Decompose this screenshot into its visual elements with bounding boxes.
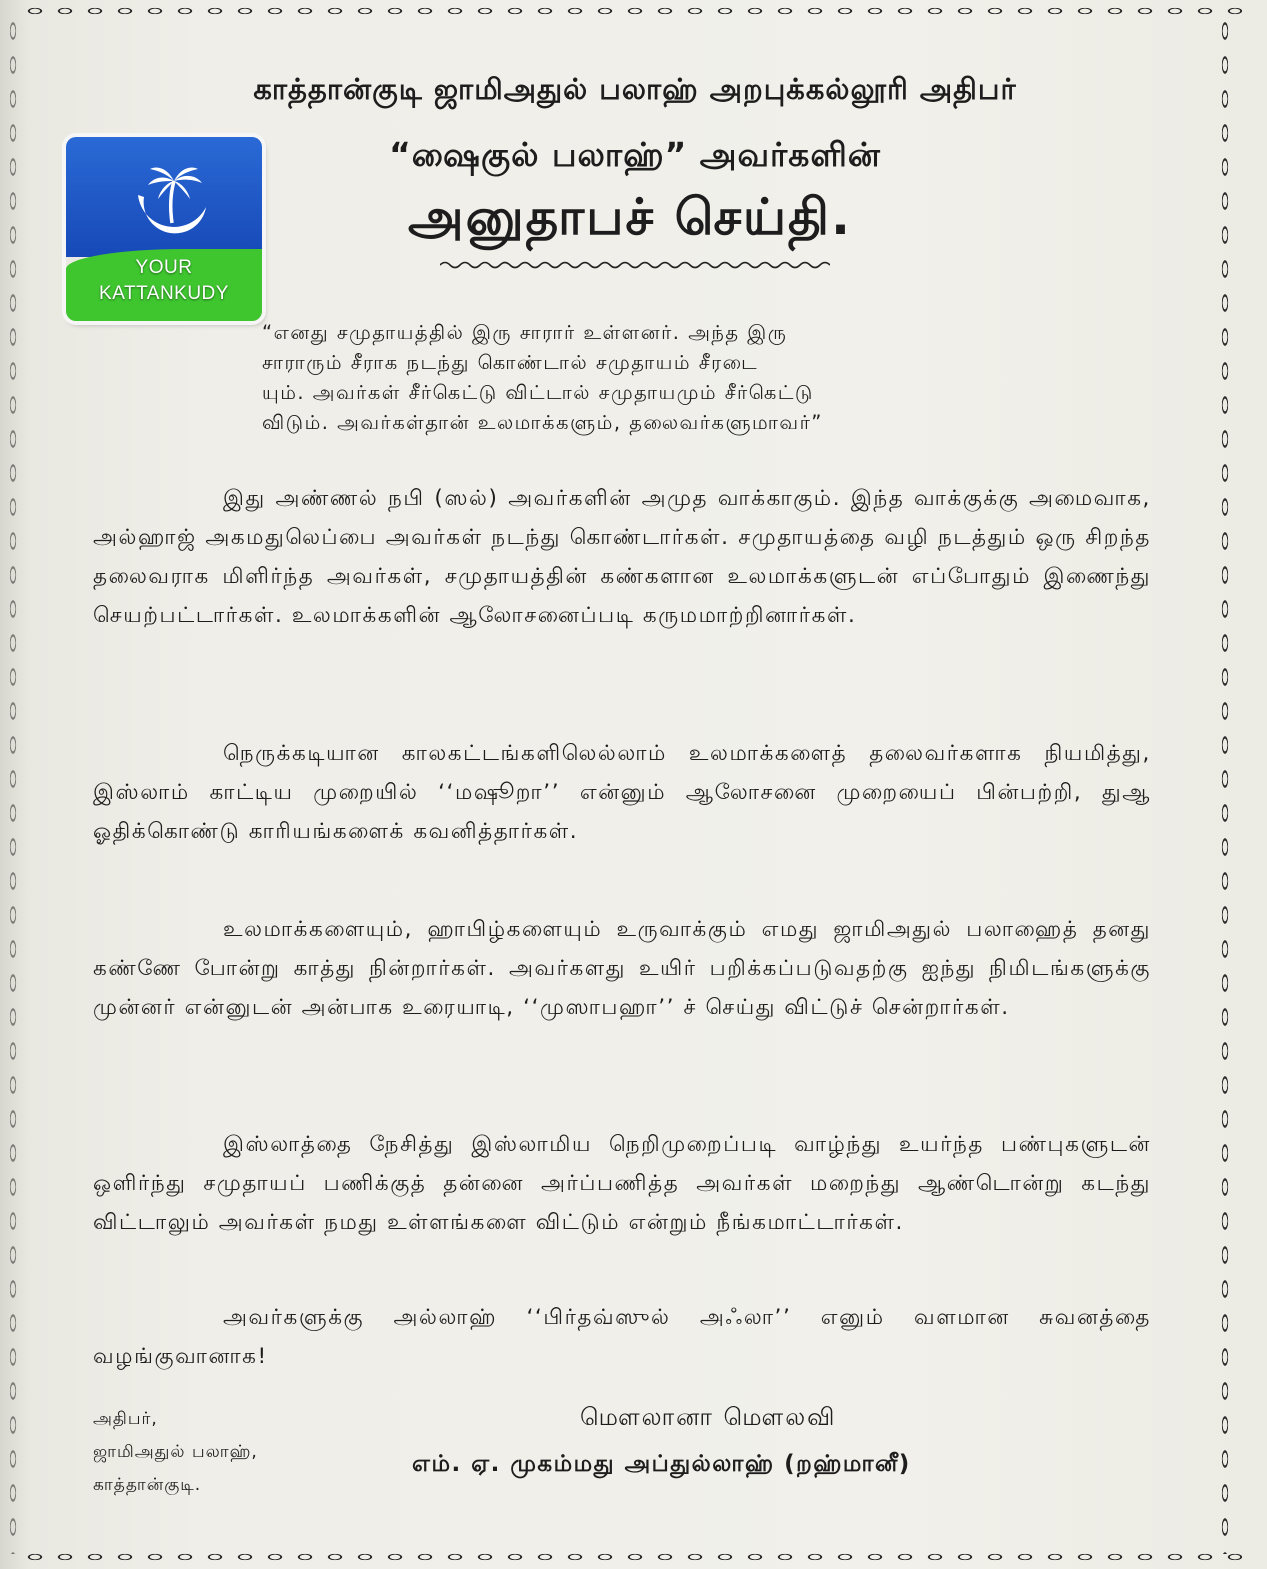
logo-text-line2: KATTANKUDY [99,283,229,304]
quote-line: சாராரும் சீராக நடந்து கொண்டால் சமுதாயம் சீரடை [262,351,759,374]
affiliation-line: அதிபர், [93,1409,158,1429]
signatory-title: மௌலானா மௌலவி [580,1403,837,1431]
body-paragraph-4: இஸ்லாத்தை நேசித்து இஸ்லாமிய நெறிமுறைப்படி வாழ்ந்து உயர்ந்த பண்புகளுடன் ஒளிர்ந்து சமுதாயப் பணிக்குத் தன்னை அர்ப்பணித்த அவர்கள் மறைந்து ஆண்டொன்று கடந்து விட்டாலும் அவர்கள் நமது உள்ளங்களை விட்டும் என்றும் நீங்கமாட்டார்கள். [93,1132,1151,1235]
heading-line2: “ஷைகுல் பலாஹ்” அவர்களின் [389,135,881,174]
body-paragraph-3: உலமாக்களையும், ஹாபிழ்களையும் உருவாக்கும் எமது ஜாமிஅதுல் பலாஹைத் தனது கண்ணே போன்று காத்து நின்றார்கள். அவர்களது உயிர் பறிக்கப்படுவதற்கு ஐந்து நிமிடங்களுக்கு முன்னர் என்னுடன் அன்பாக உரையாடி, ‘‘முஸாபஹா’’ ச் செய்து விட்டுச் சென்றார்கள். [93,917,1151,1020]
body-paragraph-1: இது அண்ணல் நபி (ஸல்) அவர்களின் அமுத வாக்காகும். இந்த வாக்குக்கு அமைவாக, அல்ஹாஜ் அகமதுலெப்பை அவர்கள் நடந்து கொண்டார்கள். சமுதாயத்தை வழி நடத்தும் ஒரு சிறந்த தலைவராக மிளிர்ந்த அவர்கள், சமுதாயத்தின் கண்களான உலமாக்களுடன் எப்போதும் இணைந்து செயற்பட்டார்கள். உலமாக்களின் ஆலோசனைப்படி கருமமாற்றினார்கள். [93,486,1151,628]
quote-line: விடும். அவர்கள்தான் உலமாக்களும், தலைவர்களுமாவர்” [262,411,823,434]
ornamental-border-bottom [20,1550,1242,1564]
ornamental-border-right [1218,14,1232,1554]
affiliation-line: ஜாமிஅதுல் பலாஹ், [93,1442,258,1462]
title-underline-ornament [440,258,830,272]
hadith-quote [262,318,1022,438]
ornamental-border-top [20,4,1242,18]
body-paragraph-5: அவர்களுக்கு அல்லாஹ் ‘‘பிர்தவ்ஸுல் அஃலா’’ எனும் வளமான சுவனத்தை வழங்குவானாக! [93,1305,1151,1369]
signature-affiliation [93,1403,353,1502]
body-paragraph-2: நெருக்கடியான காலகட்டங்களிலெல்லாம் உலமாக்களைத் தலைவர்களாக நியமித்து, இஸ்லாம் காட்டிய முறையில் ‘‘மஷூறா’’ என்னும் ஆலோசனை முறையைப் பின்பற்றி, துஆ ஓதிக்கொண்டு காரியங்களைக் கவனித்தார்கள். [93,741,1151,844]
signatory-name: எம். ஏ. முகம்மது அப்துல்லாஹ் (றஹ்மானீ) [412,1451,911,1477]
affiliation-line: காத்தான்குடி. [93,1475,202,1495]
quote-line: யும். அவர்கள் சீர்கெட்டு விட்டால் சமுதாயமும் சீர்கெட்டு [262,381,814,404]
quote-line: “எனது சமுதாயத்தில் இரு சாரார் உள்ளனர். அந்த இரு [262,321,788,344]
ornamental-border-left [6,14,20,1554]
page-title: அனுதாபச் செய்தி. [408,188,852,246]
logo-text-line1: YOUR [135,257,193,278]
heading-line1: காத்தான்குடி ஜாமிஅதுல் பலாஹ் அறபுக்கல்லூரி அதிபர் [253,72,1017,106]
